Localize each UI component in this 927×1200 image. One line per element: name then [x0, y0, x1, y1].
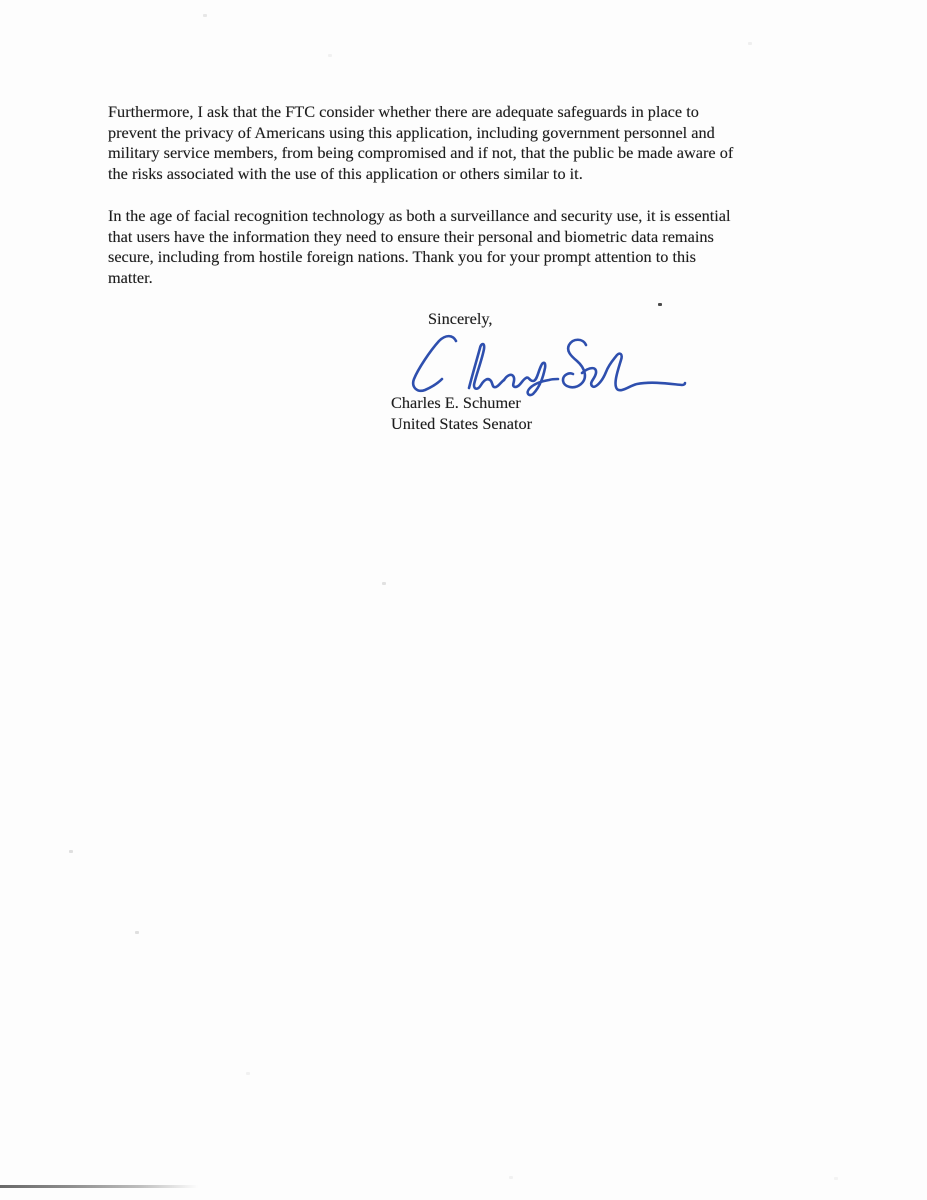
- closing-salutation: Sincerely,: [428, 309, 493, 328]
- paragraph-1: [108, 102, 828, 184]
- signature-stroke-h: [469, 344, 504, 389]
- ink-speck: [658, 303, 662, 306]
- scan-speck: [203, 14, 207, 17]
- scan-edge-artifact: [0, 1185, 198, 1188]
- scan-speck: [69, 850, 73, 853]
- scan-speck: [834, 1177, 838, 1180]
- signature-stroke-ch-tail: [582, 354, 685, 391]
- scan-speck: [135, 931, 139, 934]
- letter-line: secure, including from hostile foreign nations. Thank you for your prompt attention to this: [108, 247, 696, 267]
- letter-line: that users have the information they need to ensure their personal and biometric data remains: [108, 226, 714, 246]
- signer-title: United States Senator: [391, 414, 533, 433]
- letter-line: military service members, from being compromised and if not, that the public be made aware of: [108, 143, 734, 163]
- signature-stroke-arles: [504, 363, 558, 395]
- letter-line: prevent the privacy of Americans using this application, including government personnel and: [108, 122, 715, 142]
- signer-name: Charles E. Schumer: [391, 393, 521, 412]
- letter-line: matter.: [108, 267, 153, 287]
- signature-strokes: [413, 336, 685, 395]
- signature-handwriting: [403, 329, 688, 399]
- signature-stroke-S: [563, 340, 586, 387]
- letter-line: Furthermore, I ask that the FTC consider whether there are adequate safeguards in place to: [108, 102, 699, 121]
- scan-speck: [382, 582, 386, 585]
- scan-speck: [328, 54, 332, 57]
- signature-stroke-C: [413, 336, 456, 391]
- letter-line: In the age of facial recognition technology as both a surveillance and security use, it is essential: [108, 206, 731, 225]
- letter-line: the risks associated with the use of this application or others similar to it.: [108, 163, 583, 183]
- paragraph-2: [108, 206, 828, 288]
- signature-block: [391, 392, 532, 434]
- scan-speck: [748, 42, 752, 45]
- scan-speck: [246, 1072, 250, 1075]
- scan-speck: [509, 1176, 513, 1179]
